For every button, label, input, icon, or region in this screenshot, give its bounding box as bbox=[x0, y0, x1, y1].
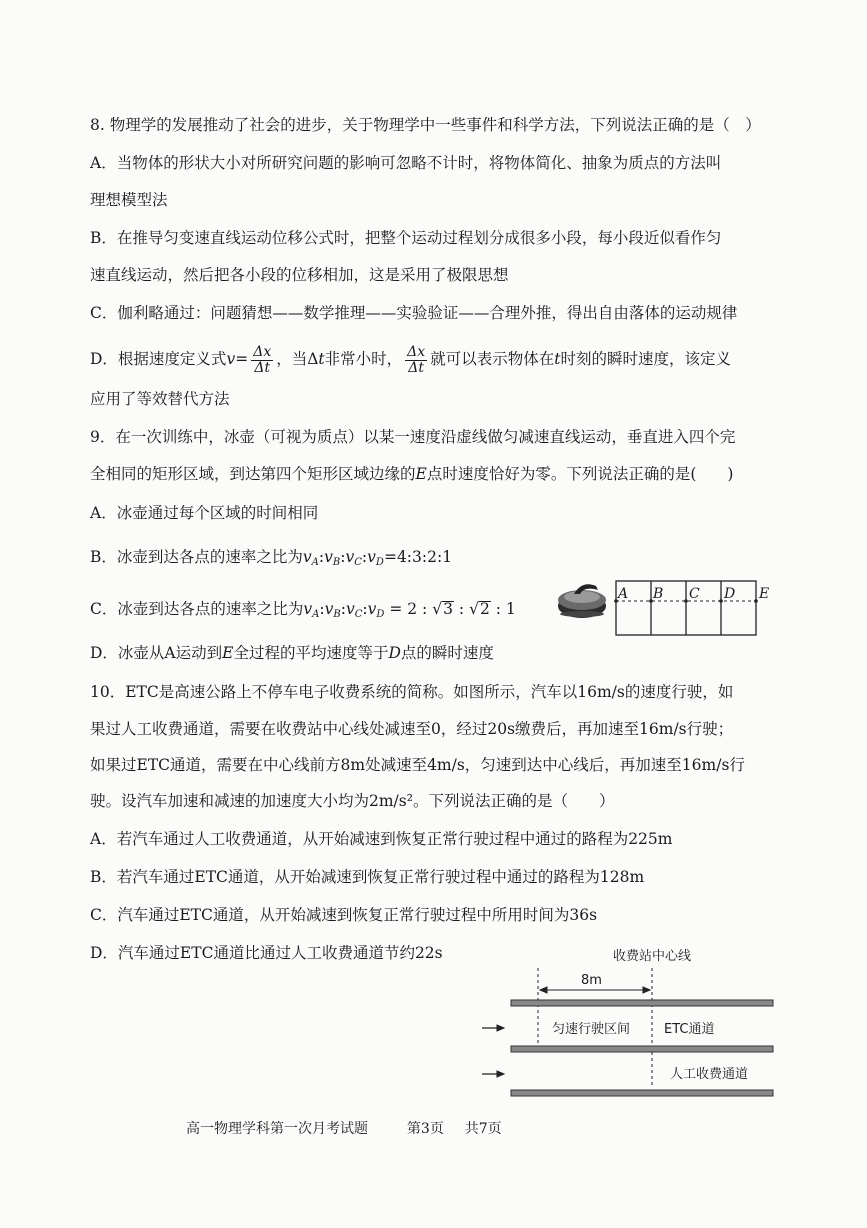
fraction-numerator: Δx bbox=[253, 343, 272, 360]
q9-b-ratio: =4:3:2:1 bbox=[383, 548, 453, 566]
center-line-label: 收费站中心线 bbox=[613, 949, 692, 964]
point-label-a: A bbox=[618, 586, 629, 602]
q8-d-prefix: D．根据速度定义式 bbox=[90, 350, 227, 368]
q8-d-mid2: 非常小时， bbox=[324, 350, 403, 368]
sub: C bbox=[354, 609, 363, 620]
q9-stem-line2 bbox=[90, 463, 733, 485]
sub: A bbox=[311, 557, 319, 568]
q8-option-b-line1: B．在推导匀变速直线运动位移公式时，把整个运动过程划分成很多小段，每小段近似看作匀 bbox=[90, 229, 722, 247]
v: v bbox=[303, 600, 313, 618]
fraction-denominator: Δt bbox=[254, 359, 271, 376]
q8-option-d-line1 bbox=[90, 341, 731, 377]
q9-d-suffix: 点的瞬时速度 bbox=[400, 644, 494, 662]
etc-lane-arrow-icon bbox=[482, 1025, 504, 1031]
q8-d-t1: t bbox=[318, 350, 325, 368]
q8-d-post: 就可以表示物体在 bbox=[430, 350, 555, 368]
q9-point-e: E bbox=[415, 465, 427, 483]
q8-option-c: C．伽利略通过：问题猜想——数学推理——实验验证——合理外推，得出自由落体的运动规律 bbox=[90, 304, 738, 322]
sub: B bbox=[333, 609, 341, 620]
sub: B bbox=[332, 557, 341, 568]
q10-stem-line1: 10．ETC是高速公路上不停车电子收费系统的简称。如图所示，汽车以16m/s的速度行驶，如 bbox=[90, 683, 734, 701]
q8-d-fraction-2 bbox=[405, 345, 427, 376]
sub: C bbox=[354, 557, 362, 568]
q10-stem-line2: 果过人工收费通道，需要在收费站中心线处减速至0，经过20s缴费后，再加速至16m/s行驶； bbox=[90, 720, 734, 738]
point-label-d: D bbox=[724, 586, 736, 602]
curling-stone-icon bbox=[558, 584, 606, 618]
q8-d-mid: ，当Δ bbox=[276, 350, 319, 368]
lane-barrier-top bbox=[511, 1000, 773, 1006]
q9-option-c: C．冰壶到达各点的速率之比为$v_A:v_B:v_C:v_D = 2$ : √3 : √2 : 1 bbox=[90, 600, 516, 620]
q10-stem-line3: 如果过ETC通道，需要在中心线前方8m处减速至4m/s，匀速到达中心线后，再加速至16m/s行 bbox=[90, 756, 745, 774]
q9-d-d: D bbox=[388, 644, 401, 662]
v: v bbox=[367, 548, 376, 566]
v: v bbox=[345, 548, 355, 566]
q9-stem-line1: 9．在一次训练中，冰壶（可视为质点）以某一速度沿虚线做匀减速直线运动，垂直进入四个完 bbox=[90, 428, 736, 446]
q9-figure bbox=[552, 570, 782, 640]
q8-d-post2: 时刻的瞬时速度，该定义 bbox=[560, 350, 731, 368]
v: v bbox=[324, 548, 333, 566]
q10-stem-line4: 驶。设汽车加速和减速的加速度大小均为2m/s²。下列说法正确的是（ ） bbox=[90, 792, 615, 810]
q10-option-a: A．若汽车通过人工收费通道，从开始减速到恢复正常行驶过程中通过的路程为225m bbox=[90, 830, 673, 848]
q9-stem2-suffix: 点时速度恰好为零。下列说法正确的是( ) bbox=[426, 465, 734, 483]
v: v bbox=[367, 600, 377, 618]
q8-d-eq: = bbox=[235, 350, 249, 368]
q8-option-d-line2: 应用了等效替代方法 bbox=[90, 390, 230, 408]
point-label-b: B bbox=[653, 586, 664, 602]
q9-option-a: A．冰壶通过每个区域的时间相同 bbox=[90, 504, 319, 522]
sub: D bbox=[375, 557, 384, 568]
sqrt-3: 3 bbox=[443, 600, 453, 618]
q9-d-prefix: D．冰壶从A运动到 bbox=[90, 644, 223, 662]
constant-speed-zone-label: 匀速行驶区间 bbox=[552, 1022, 631, 1037]
point-label-c: C bbox=[689, 586, 700, 602]
q8-option-a-line2: 理想模型法 bbox=[90, 191, 168, 209]
etc-diagram bbox=[478, 940, 783, 1105]
q10-option-d: D．汽车通过ETC通道比通过人工收费通道节约22s bbox=[90, 944, 443, 962]
page-footer bbox=[186, 1118, 502, 1138]
etc-lane-label: ETC通道 bbox=[664, 1022, 715, 1037]
footer-total-pages: 共7页 bbox=[464, 1121, 502, 1137]
distance-label: 8m bbox=[581, 973, 602, 988]
q9-c-end: : 1 bbox=[495, 600, 516, 618]
q9-stem2-prefix: 全相同的矩形区域，到达第四个矩形区域边缘的 bbox=[90, 465, 416, 483]
sqrt-2: 2 bbox=[479, 600, 490, 618]
lane-barrier-middle bbox=[511, 1046, 773, 1052]
q8-d-t2: t bbox=[554, 350, 561, 368]
q10-option-b: B．若汽车通过ETC通道，从开始减速到恢复正常行驶过程中通过的路程为128m bbox=[90, 868, 645, 886]
sub: A bbox=[312, 609, 320, 620]
manual-lane-arrow-icon bbox=[482, 1071, 504, 1077]
v: v bbox=[302, 548, 312, 566]
q9-d-mid: 全过程的平均速度等于 bbox=[233, 644, 389, 662]
q8-d-fraction-1 bbox=[251, 345, 273, 376]
q9-option-b: B．冰壶到达各点的速率之比为$v_A:v_B:v_C:v_D=4:3:2:1$ bbox=[90, 548, 453, 568]
fraction-numerator: Δx bbox=[407, 343, 426, 360]
q8-d-v: v bbox=[226, 350, 236, 368]
q9-b-prefix: B．冰壶到达各点的速率之比为 bbox=[90, 548, 303, 566]
lane-barrier-bottom bbox=[511, 1090, 773, 1096]
q9-c-prefix: C．冰壶到达各点的速率之比为 bbox=[90, 600, 304, 618]
q9-d-e: E bbox=[222, 644, 234, 662]
v: v bbox=[324, 600, 334, 618]
fraction-denominator: Δt bbox=[408, 359, 425, 376]
v: v bbox=[345, 600, 355, 618]
footer-subject: 高一物理学科第一次月考试题 bbox=[186, 1121, 368, 1137]
q8-option-a-line1: A．当物体的形状大小对所研究问题的影响可忽略不计时，将物体简化、抽象为质点的方法叫 bbox=[90, 154, 722, 172]
q10-option-c: C．汽车通过ETC通道，从开始减速到恢复正常行驶过程中所用时间为36s bbox=[90, 906, 598, 924]
point-label-e: E bbox=[759, 586, 770, 602]
q9-c-eq: = 2 : bbox=[389, 600, 428, 618]
sub: D bbox=[376, 609, 385, 620]
manual-lane-label: 人工收费通道 bbox=[670, 1067, 749, 1082]
q8-option-b-line2: 速直线运动，然后把各小段的位移相加，这是采用了极限思想 bbox=[90, 266, 509, 284]
q8-stem: 8. 物理学的发展推动了社会的进步，关于物理学中一些事件和科学方法，下列说法正确的是（ ） bbox=[90, 116, 761, 134]
q9-option-d bbox=[90, 642, 494, 664]
footer-page-number: 第3页 bbox=[406, 1121, 444, 1137]
q9-c-colon: : bbox=[458, 600, 465, 618]
